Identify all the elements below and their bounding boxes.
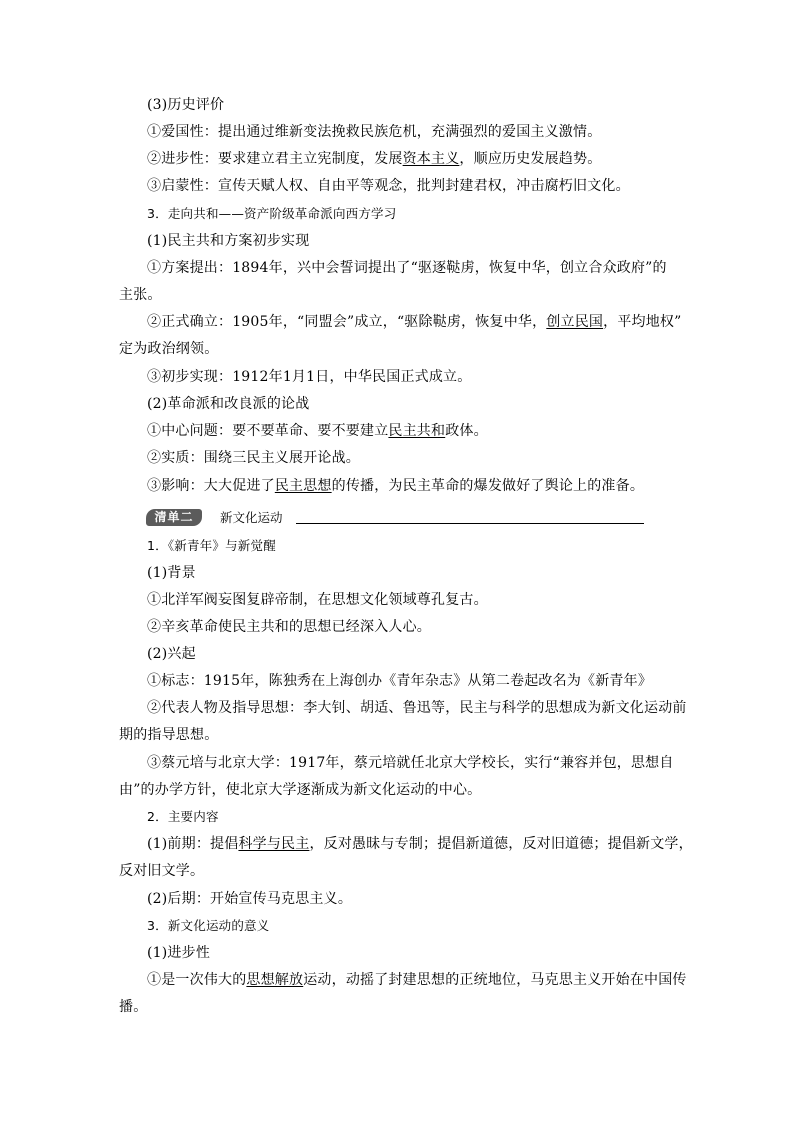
heading-main-content: 2．主要内容 xyxy=(147,809,219,824)
underlined-term: 科学与民主 xyxy=(238,836,310,852)
subheading-historical-evaluation: (3)历史评价 xyxy=(147,97,225,113)
paragraph-plan-proposal-cont: 主张。 xyxy=(119,287,162,303)
paragraph-formal-establishment xyxy=(147,313,707,331)
text-pre: ②正式确立：1905年，“同盟会”成立，“驱除鞑虏，恢复中华， xyxy=(147,314,547,330)
text-post: ，平均地权” xyxy=(603,314,682,330)
paragraph-liberation xyxy=(147,971,707,989)
paragraph-essence: ②实质：围绕三民主义展开论战。 xyxy=(147,450,360,466)
paragraph-progressiveness xyxy=(147,150,707,168)
underlined-term: 民主共和 xyxy=(388,423,446,439)
subheading-rise: (2)兴起 xyxy=(147,646,196,662)
section-heading xyxy=(146,508,646,528)
paragraph-representatives-cont: 期的指导思想。 xyxy=(119,727,219,743)
text-post: ，顺应历史发展趋势。 xyxy=(459,151,602,167)
text-pre: ③影响：大大促进了 xyxy=(147,478,275,494)
paragraph-background-1: ①北洋军阀妄图复辟帝制，在思想文化领域尊孔复古。 xyxy=(147,592,488,608)
text-pre: ①是一次伟大的 xyxy=(147,972,247,988)
text-pre: (1)前期：提倡 xyxy=(147,836,239,852)
section-rule xyxy=(296,523,644,524)
section-title: 新文化运动 xyxy=(220,510,283,525)
paragraph-impact xyxy=(147,477,707,495)
paragraph-early-period xyxy=(147,835,707,853)
paragraph-formal-establishment-cont: 定为政治纲领。 xyxy=(119,341,219,357)
text-pre: ②进步性：要求建立君主立宪制度，发展 xyxy=(147,151,403,167)
paragraph-plan-proposal: ①方案提出：1894年，兴中会誓词提出了“驱逐鞑虏，恢复中华，创立合众政府”的 xyxy=(147,260,667,276)
paragraph-cai-yuanpei-cont: 由”的办学方针，使北京大学逐渐成为新文化运动的中心。 xyxy=(119,782,482,798)
paragraph-background-2: ②辛亥革命使民主共和的思想已经深入人心。 xyxy=(147,619,431,635)
paragraph-late-period: (2)后期：开始宣传马克思主义。 xyxy=(147,891,353,907)
text-post: 运动，动摇了封建思想的正统地位，马克思主义开始在中国传 xyxy=(303,972,687,988)
heading-significance: 3．新文化运动的意义 xyxy=(147,918,270,933)
subheading-progressiveness: (1)进步性 xyxy=(147,945,211,961)
underlined-term: 思想解放 xyxy=(246,972,304,988)
underlined-term: 资本主义 xyxy=(402,151,460,167)
paragraph-central-issue xyxy=(147,422,707,440)
text-post: ，反对愚昧与专制；提倡新道德，反对旧道德；提倡新文学， xyxy=(309,836,693,852)
heading-republic: 3．走向共和——资产阶级革命派向西方学习 xyxy=(147,206,397,221)
paragraph-marker: ①标志：1915年，陈独秀在上海创办《青年杂志》从第二卷起改名为《新青年》 xyxy=(147,673,653,689)
subheading-debate: (2)革命派和改良派的论战 xyxy=(147,396,310,412)
text-post: 的传播，为民主革命的爆发做好了舆论上的准备。 xyxy=(331,478,645,494)
subheading-background: (1)背景 xyxy=(147,565,196,581)
text-post: 政体。 xyxy=(445,423,488,439)
paragraph-liberation-cont: 播。 xyxy=(119,999,148,1015)
paragraph-cai-yuanpei: ③蔡元培与北京大学：1917年，蔡元培就任北京大学校长，实行“兼容并包，思想自 xyxy=(147,755,674,771)
paragraph-initial-realization: ③初步实现：1912年1月1日，中华民国正式成立。 xyxy=(147,369,472,385)
paragraph-representatives: ②代表人物及指导思想：李大钊、胡适、鲁迅等，民主与科学的思想成为新文化运动前 xyxy=(147,700,687,716)
paragraph-enlightenment: ③启蒙性：宣传天赋人权、自由平等观念，批判封建君权，冲击腐朽旧文化。 xyxy=(147,178,630,194)
heading-new-youth: 1．《新青年》与新觉醒 xyxy=(147,538,276,553)
paragraph-early-period-cont: 反对旧文学。 xyxy=(119,863,205,879)
underlined-term: 民主思想 xyxy=(274,478,332,494)
underlined-term: 创立民国 xyxy=(546,314,604,330)
section-badge: 清单二 xyxy=(146,509,202,526)
subheading-republic-plan: (1)民主共和方案初步实现 xyxy=(147,233,310,249)
text-pre: ①中心问题：要不要革命、要不要建立 xyxy=(147,423,389,439)
paragraph-patriotism: ①爱国性：提出通过维新变法挽救民族危机，充满强烈的爱国主义激情。 xyxy=(147,124,602,140)
